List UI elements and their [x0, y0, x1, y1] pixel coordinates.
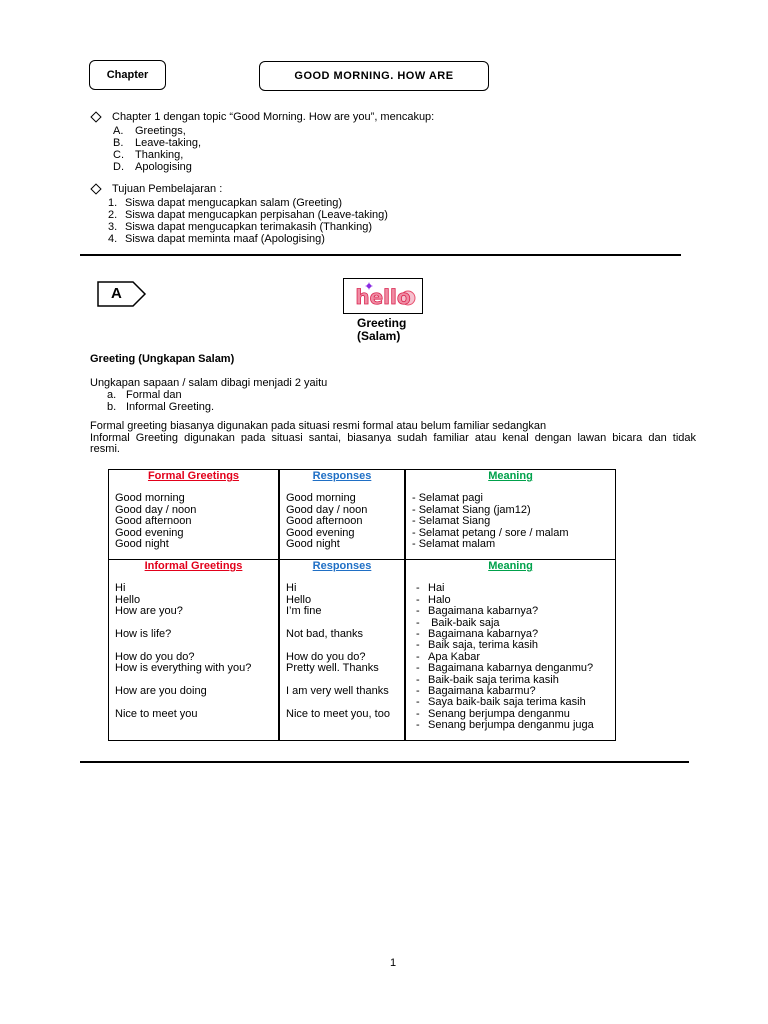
- informal-greetings-list: Hi Hello How are you? How is life? How do you do? How is everything with you? How are you doing Nice to meet you: [115, 582, 252, 720]
- list-item: D. Apologising: [113, 161, 192, 173]
- divider: [80, 254, 681, 256]
- chapter-label: Chapter: [106, 69, 149, 81]
- bullet-icon: [92, 113, 100, 121]
- list-item: B. Leave-taking,: [113, 137, 202, 149]
- formal-greetings-header: Formal Greetings: [147, 470, 240, 482]
- greeting-paragraph: Formal greeting biasanya digunakan pada situasi resmi formal atau belum familiar sedangkan Informal Greeting digunakan pada situasi santai, biasanya sudah familiar atau kenal dengan lawan bicara dan tidak resmi.: [90, 420, 696, 455]
- chapter-label-box: [89, 60, 166, 90]
- hello-image: [343, 278, 423, 314]
- list-item: C. Thanking,: [113, 149, 184, 161]
- section-a-marker: [97, 281, 147, 310]
- list-item: 1. Siswa dapat mengucapkan salam (Greeting): [108, 197, 343, 209]
- table-row: [109, 560, 616, 741]
- list-item: 2. Siswa dapat mengucapkan perpisahan (Leave-taking): [108, 209, 388, 221]
- list-item: A. Greetings,: [113, 125, 186, 137]
- formal-greetings-list: Good morning Good day / noon Good afternoon Good evening Good night: [115, 492, 197, 551]
- bullet-icon: [92, 185, 100, 193]
- informal-responses-list: Hi Hello I’m fine Not bad, thanks How do you do? Pretty well. Thanks I am very well thanks Nice to meet you, too: [286, 582, 390, 720]
- intro-section: [92, 111, 434, 173]
- formal-responses-header: Responses: [312, 470, 372, 482]
- formal-responses-list: Good morning Good day / noon Good afternoon Good evening Good night: [286, 492, 368, 551]
- greetings-table: [108, 469, 616, 741]
- list-item: 3. Siswa dapat mengucapkan terimakasih (Thanking): [108, 221, 373, 233]
- divider: [80, 761, 689, 763]
- objectives-section: [92, 183, 388, 245]
- list-item: 4. Siswa dapat meminta maaf (Apologising): [108, 233, 325, 245]
- formal-meaning-header: Meaning: [488, 470, 533, 482]
- greeting-types: [90, 377, 327, 413]
- list-item: a. Formal dan: [107, 389, 182, 401]
- chapter-title-box: [259, 61, 489, 91]
- hello-text: hello: [355, 285, 411, 309]
- greeting-caption: Greeting (Salam): [357, 316, 407, 343]
- informal-greetings-header: Informal Greetings: [144, 560, 243, 572]
- page-number: 1: [390, 957, 397, 969]
- informal-responses-header: Responses: [312, 560, 372, 572]
- chapter-title: GOOD MORNING. HOW ARE: [294, 70, 454, 82]
- objectives-title: Tujuan Pembelajaran :: [112, 183, 223, 195]
- table-row: [109, 470, 616, 560]
- hello-graphic: [347, 281, 419, 311]
- list-item: b. Informal Greeting.: [107, 401, 215, 413]
- informal-meaning-list: - Hai - Halo - Bagaimana kabarnya? - Baik-baik saja - Bagaimana kabarnya? - Baik saja, terima kasih - Apa Kabar - Bagaimana kabarnya denganmu? - Baik-baik saja terima kasih - Bagaimana kabarmu? - Saya baik-baik saja terima kasih - Senang berjumpa denganmu - Senang berjumpa denganmu juga: [416, 582, 594, 732]
- greeting-heading: Greeting (Ungkapan Salam): [90, 353, 235, 365]
- informal-meaning-header: Meaning: [488, 560, 533, 572]
- objectives-list: [108, 197, 388, 245]
- paragraph: Ungkapan sapaan / salam dibagi menjadi 2 yaitu: [90, 377, 328, 389]
- topic-list: [113, 125, 434, 173]
- section-a-letter: A: [111, 285, 122, 302]
- formal-meaning-list: - Selamat pagi - Selamat Siang (jam12) - Selamat Siang - Selamat petang / sore / malam - Selamat malam: [412, 492, 569, 551]
- intro-text: Chapter 1 dengan topic “Good Morning. How are you”, mencakup:: [112, 111, 435, 123]
